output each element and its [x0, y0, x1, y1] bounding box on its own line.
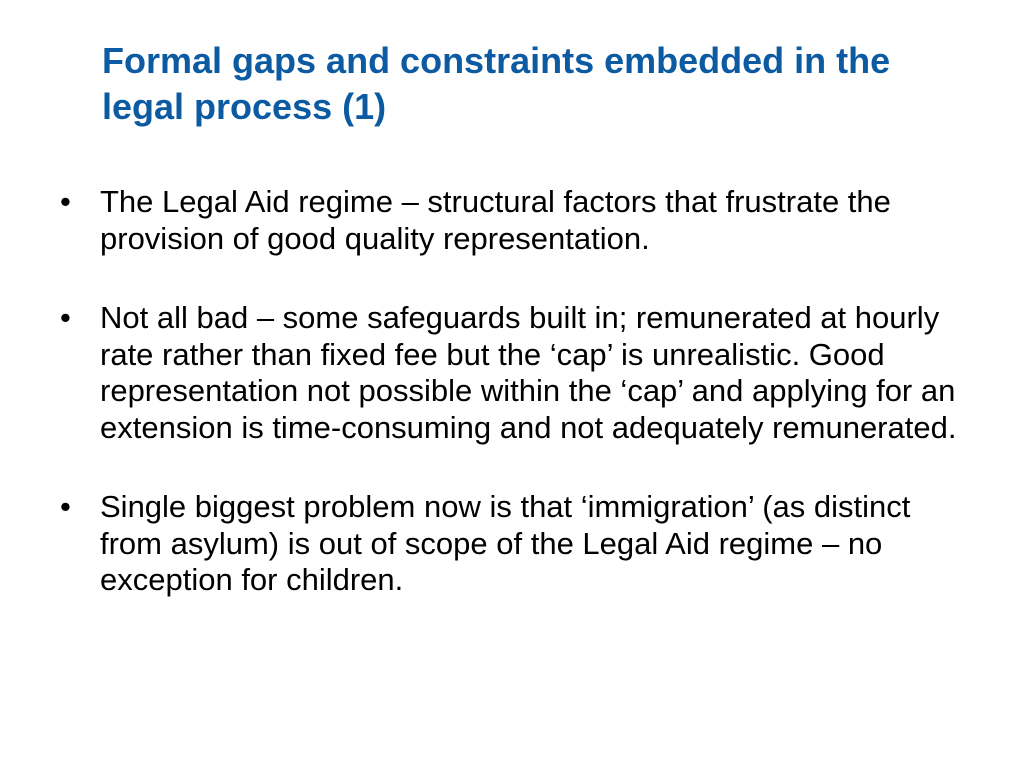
bullet-icon: • — [60, 184, 71, 219]
bullet-text: Single biggest problem now is that ‘immigration’ (as distinct from asylum) is out of scope of the Legal Aid regime – no exception for children. — [100, 489, 911, 597]
bullet-text: Not all bad – some safeguards built in; remunerated at hourly rate rather than fixed fee but the ‘cap’ is unrealistic. Good representation not possible within the ‘cap’ and applying for an extension is time-consuming and not adequately remunerated. — [100, 300, 957, 445]
bullet-icon: • — [60, 300, 71, 335]
bullet-icon: • — [60, 489, 71, 524]
bullet-text: The Legal Aid regime – structural factors that frustrate the provision of good quality representation. — [100, 184, 891, 256]
bullet-item-safeguards — [0, 300, 1024, 446]
bullet-list — [0, 184, 1024, 642]
bullet-item-legal-aid-regime — [0, 184, 1024, 257]
slide-title: Formal gaps and constraints embedded in the legal process (1) — [102, 40, 891, 127]
bullet-item-immigration-scope — [0, 489, 1024, 599]
